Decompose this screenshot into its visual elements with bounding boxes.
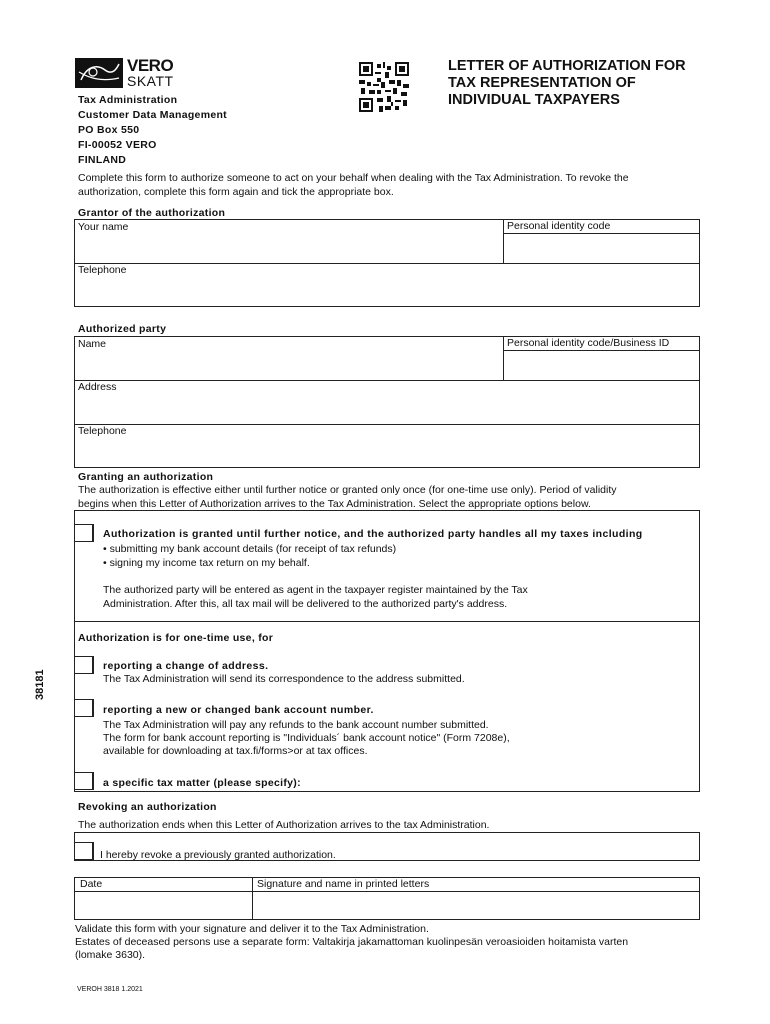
- change-of-address-desc: The Tax Administration will send its correspondence to the address submitted.: [103, 673, 465, 685]
- signature-label: Signature and name in printed letters: [257, 878, 430, 890]
- date-field[interactable]: [77, 893, 250, 918]
- until-further-notice-checkbox[interactable]: [74, 524, 94, 542]
- intro-text: Complete this form to authorize someone to act on your behalf when dealing with the Tax Administration. To revoke the authorization, complete this form again and tick the appropriate box.: [78, 172, 629, 198]
- authorized-address-field[interactable]: [77, 395, 697, 423]
- qr-code-icon: [359, 62, 409, 112]
- granting-description: The authorization is effective either until further notice or granted only once (for one-time use only). Period of validity begins when this Letter of Authorization arrives to the Tax Administration. Select the appropriate options below.: [78, 484, 617, 510]
- authorized-id-field[interactable]: [505, 352, 697, 379]
- form-code: VEROH 3818 1.2021: [77, 986, 143, 993]
- footer-instructions: Validate this form with your signature and deliver it to the Tax Administration. Estates of deceased persons use a separate form: Valtakirja jakamattoman kuolinpesän veroasioiden hoitamista varten (lomake 3630).: [75, 923, 629, 961]
- bullet-bank-details: • submitting my bank account details (for receipt of tax refunds): [103, 543, 397, 555]
- revoking-heading: Revoking an authorization: [78, 801, 217, 813]
- specific-matter-checkbox[interactable]: [74, 772, 94, 790]
- grantor-id-field[interactable]: [505, 235, 697, 262]
- signature-section: [74, 877, 700, 920]
- your-name-label: Your name: [78, 221, 129, 233]
- bank-account-desc: The Tax Administration will pay any refunds to the bank account number submitted. The form for bank account reporting is "Individuals´ bank account notice" (Form 7208e), available for downloading at tax.fi/forms>or at tax offices.: [103, 719, 510, 757]
- authorized-name-label: Name: [78, 338, 107, 350]
- authorized-address-label: Address: [78, 381, 117, 393]
- bullet-sign-return: • signing my income tax return on my behalf.: [103, 557, 310, 569]
- grantor-section: [74, 219, 700, 307]
- authorized-phone-label: Telephone: [78, 425, 127, 437]
- form-title: LETTER OF AUTHORIZATION FOR TAX REPRESENTATION OF INDIVIDUAL TAXPAYERS: [448, 58, 686, 108]
- vero-skatt-logo: [75, 58, 173, 90]
- grantor-phone-field[interactable]: [77, 278, 697, 305]
- recipient-address: Tax Administration Customer Data Management PO Box 550 FI-00052 VERO FINLAND: [78, 94, 227, 166]
- grantor-id-label: Personal identity code: [507, 220, 611, 232]
- bank-account-checkbox[interactable]: [74, 699, 94, 717]
- granting-heading: Granting an authorization: [78, 471, 214, 483]
- authorized-phone-field[interactable]: [77, 439, 697, 466]
- authorized-section: [74, 336, 700, 468]
- grantor-phone-label: Telephone: [78, 264, 127, 276]
- signature-field[interactable]: [255, 893, 697, 918]
- logo-vero-text: VERO: [127, 56, 174, 75]
- logo-emblem-icon: [75, 58, 123, 88]
- authorized-id-label: Personal identity code/Business ID: [507, 337, 670, 349]
- grantor-heading: Grantor of the authorization: [78, 207, 226, 219]
- one-time-heading: Authorization is for one-time use, for: [78, 632, 274, 644]
- authorized-heading: Authorized party: [78, 323, 167, 335]
- revoking-description: The authorization ends when this Letter of Authorization arrives to the tax Administration.: [78, 819, 490, 831]
- change-of-address-checkbox[interactable]: [74, 656, 94, 674]
- authorized-name-field[interactable]: [77, 351, 501, 379]
- date-label: Date: [80, 878, 103, 890]
- side-form-number: 38181: [34, 669, 46, 700]
- change-of-address-label: reporting a change of address.: [103, 660, 269, 672]
- your-name-field[interactable]: [77, 234, 501, 262]
- specific-matter-label: a specific tax matter (please specify):: [103, 777, 301, 789]
- revoke-checkbox[interactable]: [74, 842, 94, 860]
- agent-note: The authorized party will be entered as agent in the taxpayer register maintained by the Tax Administration. After this, all tax mail will be delivered to the authorized party's address.: [103, 584, 528, 610]
- bank-account-label: reporting a new or changed bank account number.: [103, 704, 374, 716]
- logo-skatt-text: SKATT: [127, 73, 174, 89]
- revoke-label: I hereby revoke a previously granted authorization.: [100, 849, 336, 861]
- until-further-notice-label: Authorization is granted until further notice, and the authorized party handles all my taxes including: [103, 528, 643, 540]
